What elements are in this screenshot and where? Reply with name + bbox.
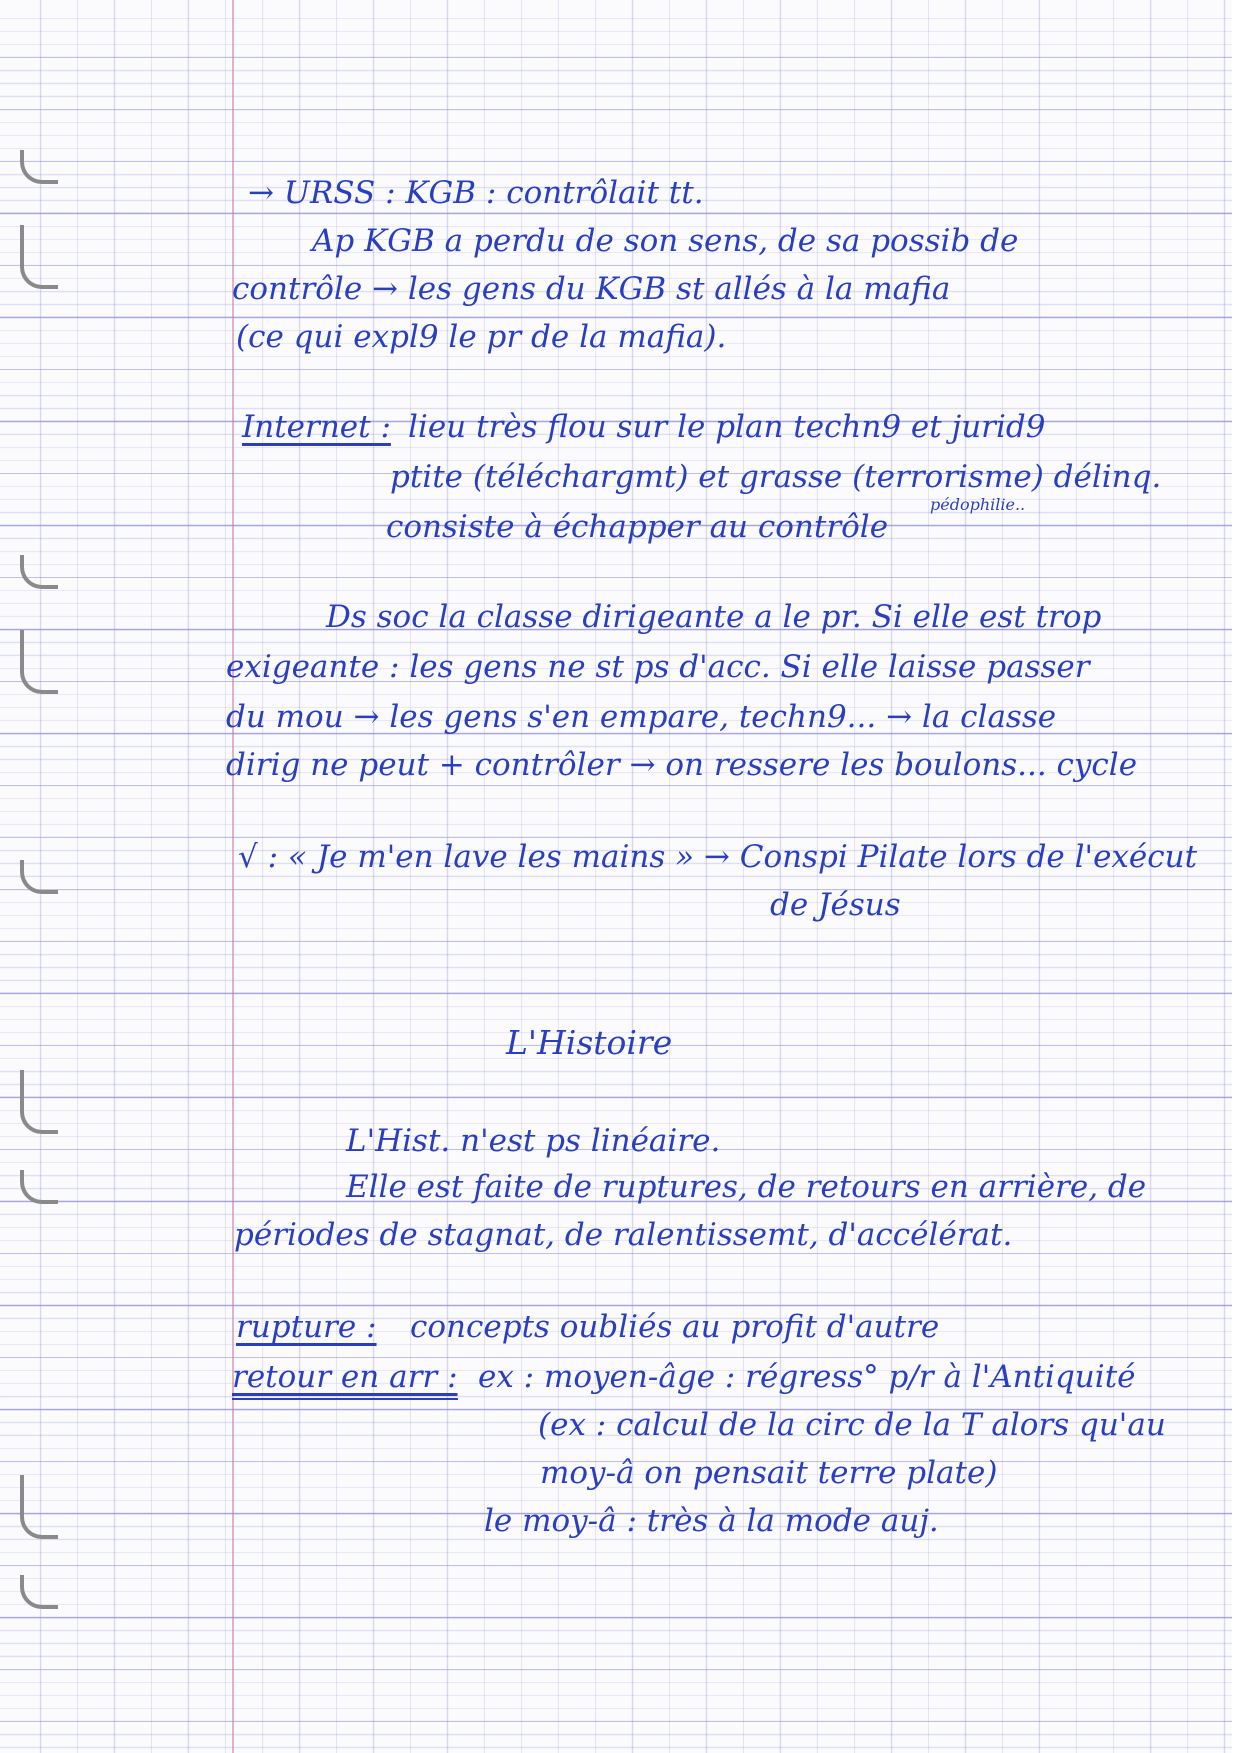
note-line: Ds soc la classe dirigeante a le pr. Si elle est trop: [326, 599, 1102, 635]
binder-hole-mark: [20, 555, 58, 589]
note-line: de Jésus: [770, 887, 901, 923]
note-line: consiste à échapper au contrôle: [386, 509, 889, 545]
label-underline: [232, 1398, 458, 1400]
note-line: ptite (téléchargmt) et grasse (terrorisme) délinq.: [390, 459, 1162, 495]
note-line: lieu très flou sur le plan techn9 et jurid9: [408, 409, 1046, 445]
note-line: moy-â on pensait terre plate): [540, 1455, 998, 1491]
section-label-internet: Internet :: [242, 409, 391, 445]
note-line: dirig ne peut + contrôler → on ressere les boulons... cycle: [226, 747, 1138, 783]
binder-hole-mark: [20, 1475, 58, 1539]
note-line: exigeante : les gens ne st ps d'acc. Si elle laisse passer: [226, 649, 1090, 685]
binder-hole-mark: [20, 225, 58, 289]
note-line: √ : « Je m'en lave les mains » → Conspi Pilate lors de l'exécut: [238, 839, 1198, 875]
binder-hole-mark: [20, 1575, 58, 1609]
note-line: contrôle → les gens du KGB st allés à la mafia: [232, 271, 951, 307]
note-line: L'Hist. n'est ps linéaire.: [346, 1123, 721, 1159]
note-line: (ex : calcul de la circ de la T alors qu'au: [538, 1407, 1166, 1443]
note-line: périodes de stagnat, de ralentissemt, d'accélérat.: [234, 1217, 1013, 1253]
note-line: (ce qui expl9 le pr de la mafia).: [236, 319, 727, 355]
binder-hole-mark: [20, 1170, 58, 1204]
note-line: → URSS : KGB : contrôlait tt.: [248, 175, 704, 211]
note-annotation: pédophilie..: [930, 495, 1026, 514]
note-line: le moy-â : très à la mode auj.: [484, 1503, 939, 1539]
section-label-rupture: rupture :: [236, 1309, 377, 1345]
binder-hole-mark: [20, 860, 58, 894]
note-line: du mou → les gens s'en empare, techn9... → la classe: [226, 699, 1057, 735]
note-line: Elle est faite de ruptures, de retours en arrière, de: [346, 1169, 1147, 1205]
binder-hole-mark: [20, 630, 58, 694]
section-label-retour: retour en arr :: [232, 1359, 458, 1395]
binder-hole-mark: [20, 1070, 58, 1134]
margin-line: [232, 0, 234, 1753]
note-line: Ap KGB a perdu de son sens, de sa possib de: [312, 223, 1019, 259]
note-line: ex : moyen-âge : régress° p/r à l'Antiquité: [478, 1359, 1136, 1395]
section-heading: L'Histoire: [506, 1023, 673, 1062]
binder-hole-mark: [20, 150, 58, 184]
note-line: concepts oubliés au profit d'autre: [410, 1309, 940, 1345]
